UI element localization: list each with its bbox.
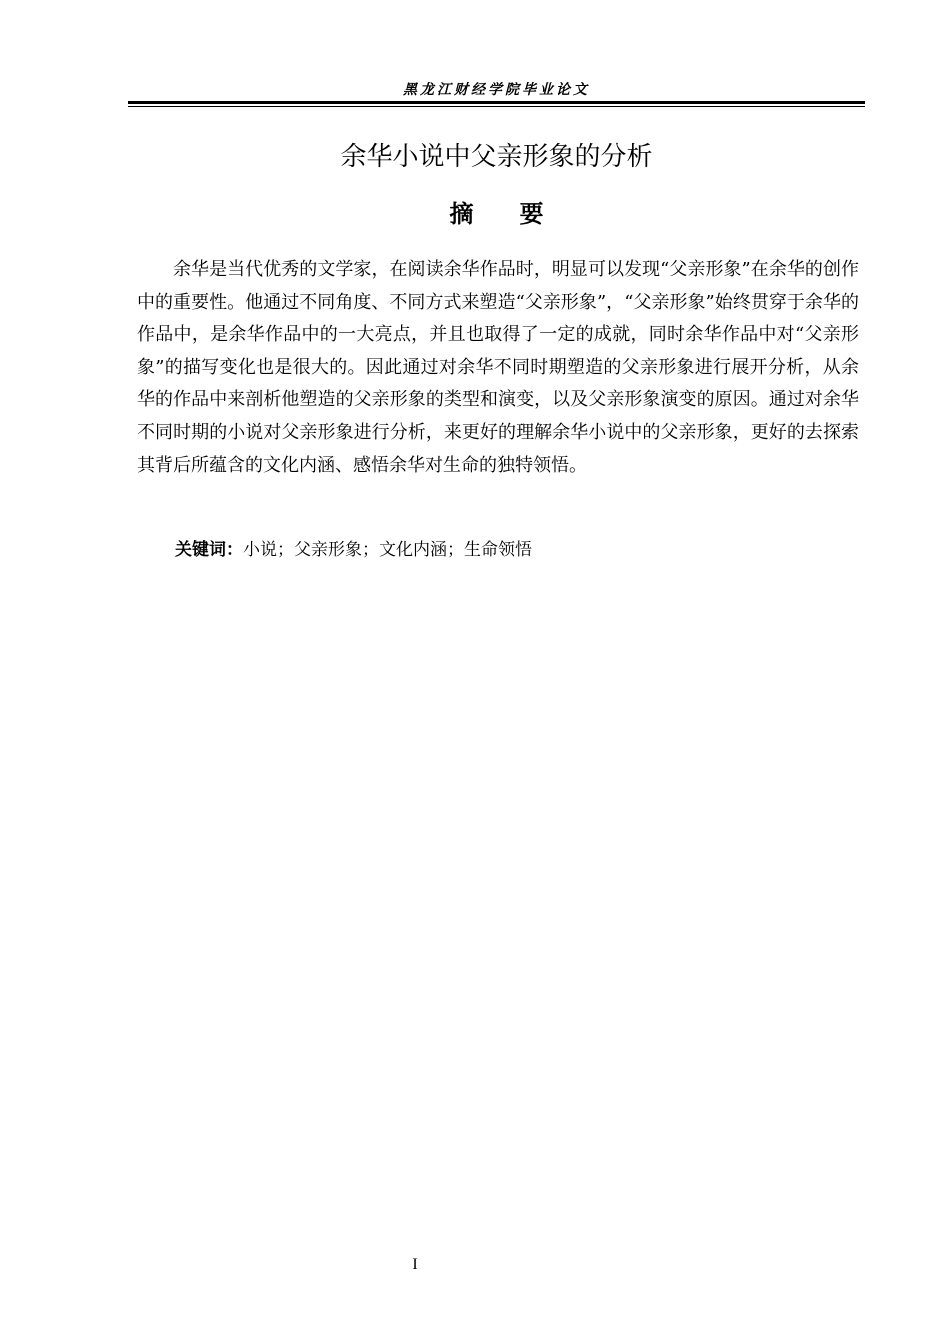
running-header: 黑龙江财经学院毕业论文 bbox=[403, 82, 590, 98]
keywords-label: 关键词： bbox=[175, 540, 243, 560]
abstract-body: 余华是当代优秀的文学家，在阅读余华作品时，明显可以发现“父亲形象”在余华的创作中的重要性。他通过不同角度、不同方式来塑造“父亲形象”，“父亲形象”始终贯穿于余华的作品中，是余华作品中的一大亮点，并且也取得了一定的成就，同时余华作品中对“父亲形象”的描写变化也是很大的。因此通过对余华不同时期塑造的父亲形象进行展开分析，从余华的作品中来剖析他塑造的父亲形象的类型和演变，以及父亲形象演变的原因。通过对余华不同时期的小说对父亲形象进行分析，来更好的理解余华小说中的父亲形象，更好的去探索其背后所蕴含的文化内涵、感悟余华对生命的独特领悟。 bbox=[137, 259, 859, 476]
page-number: I bbox=[412, 1256, 418, 1273]
header-rule-thick bbox=[128, 101, 865, 104]
header-rule-thin bbox=[128, 106, 865, 107]
document-title: 余华小说中父亲形象的分析 bbox=[340, 142, 653, 172]
abstract-heading: 摘要 bbox=[449, 200, 590, 228]
keywords-line bbox=[175, 536, 859, 564]
keywords-value: 小说；父亲形象；文化内涵；生命领悟 bbox=[243, 540, 532, 560]
